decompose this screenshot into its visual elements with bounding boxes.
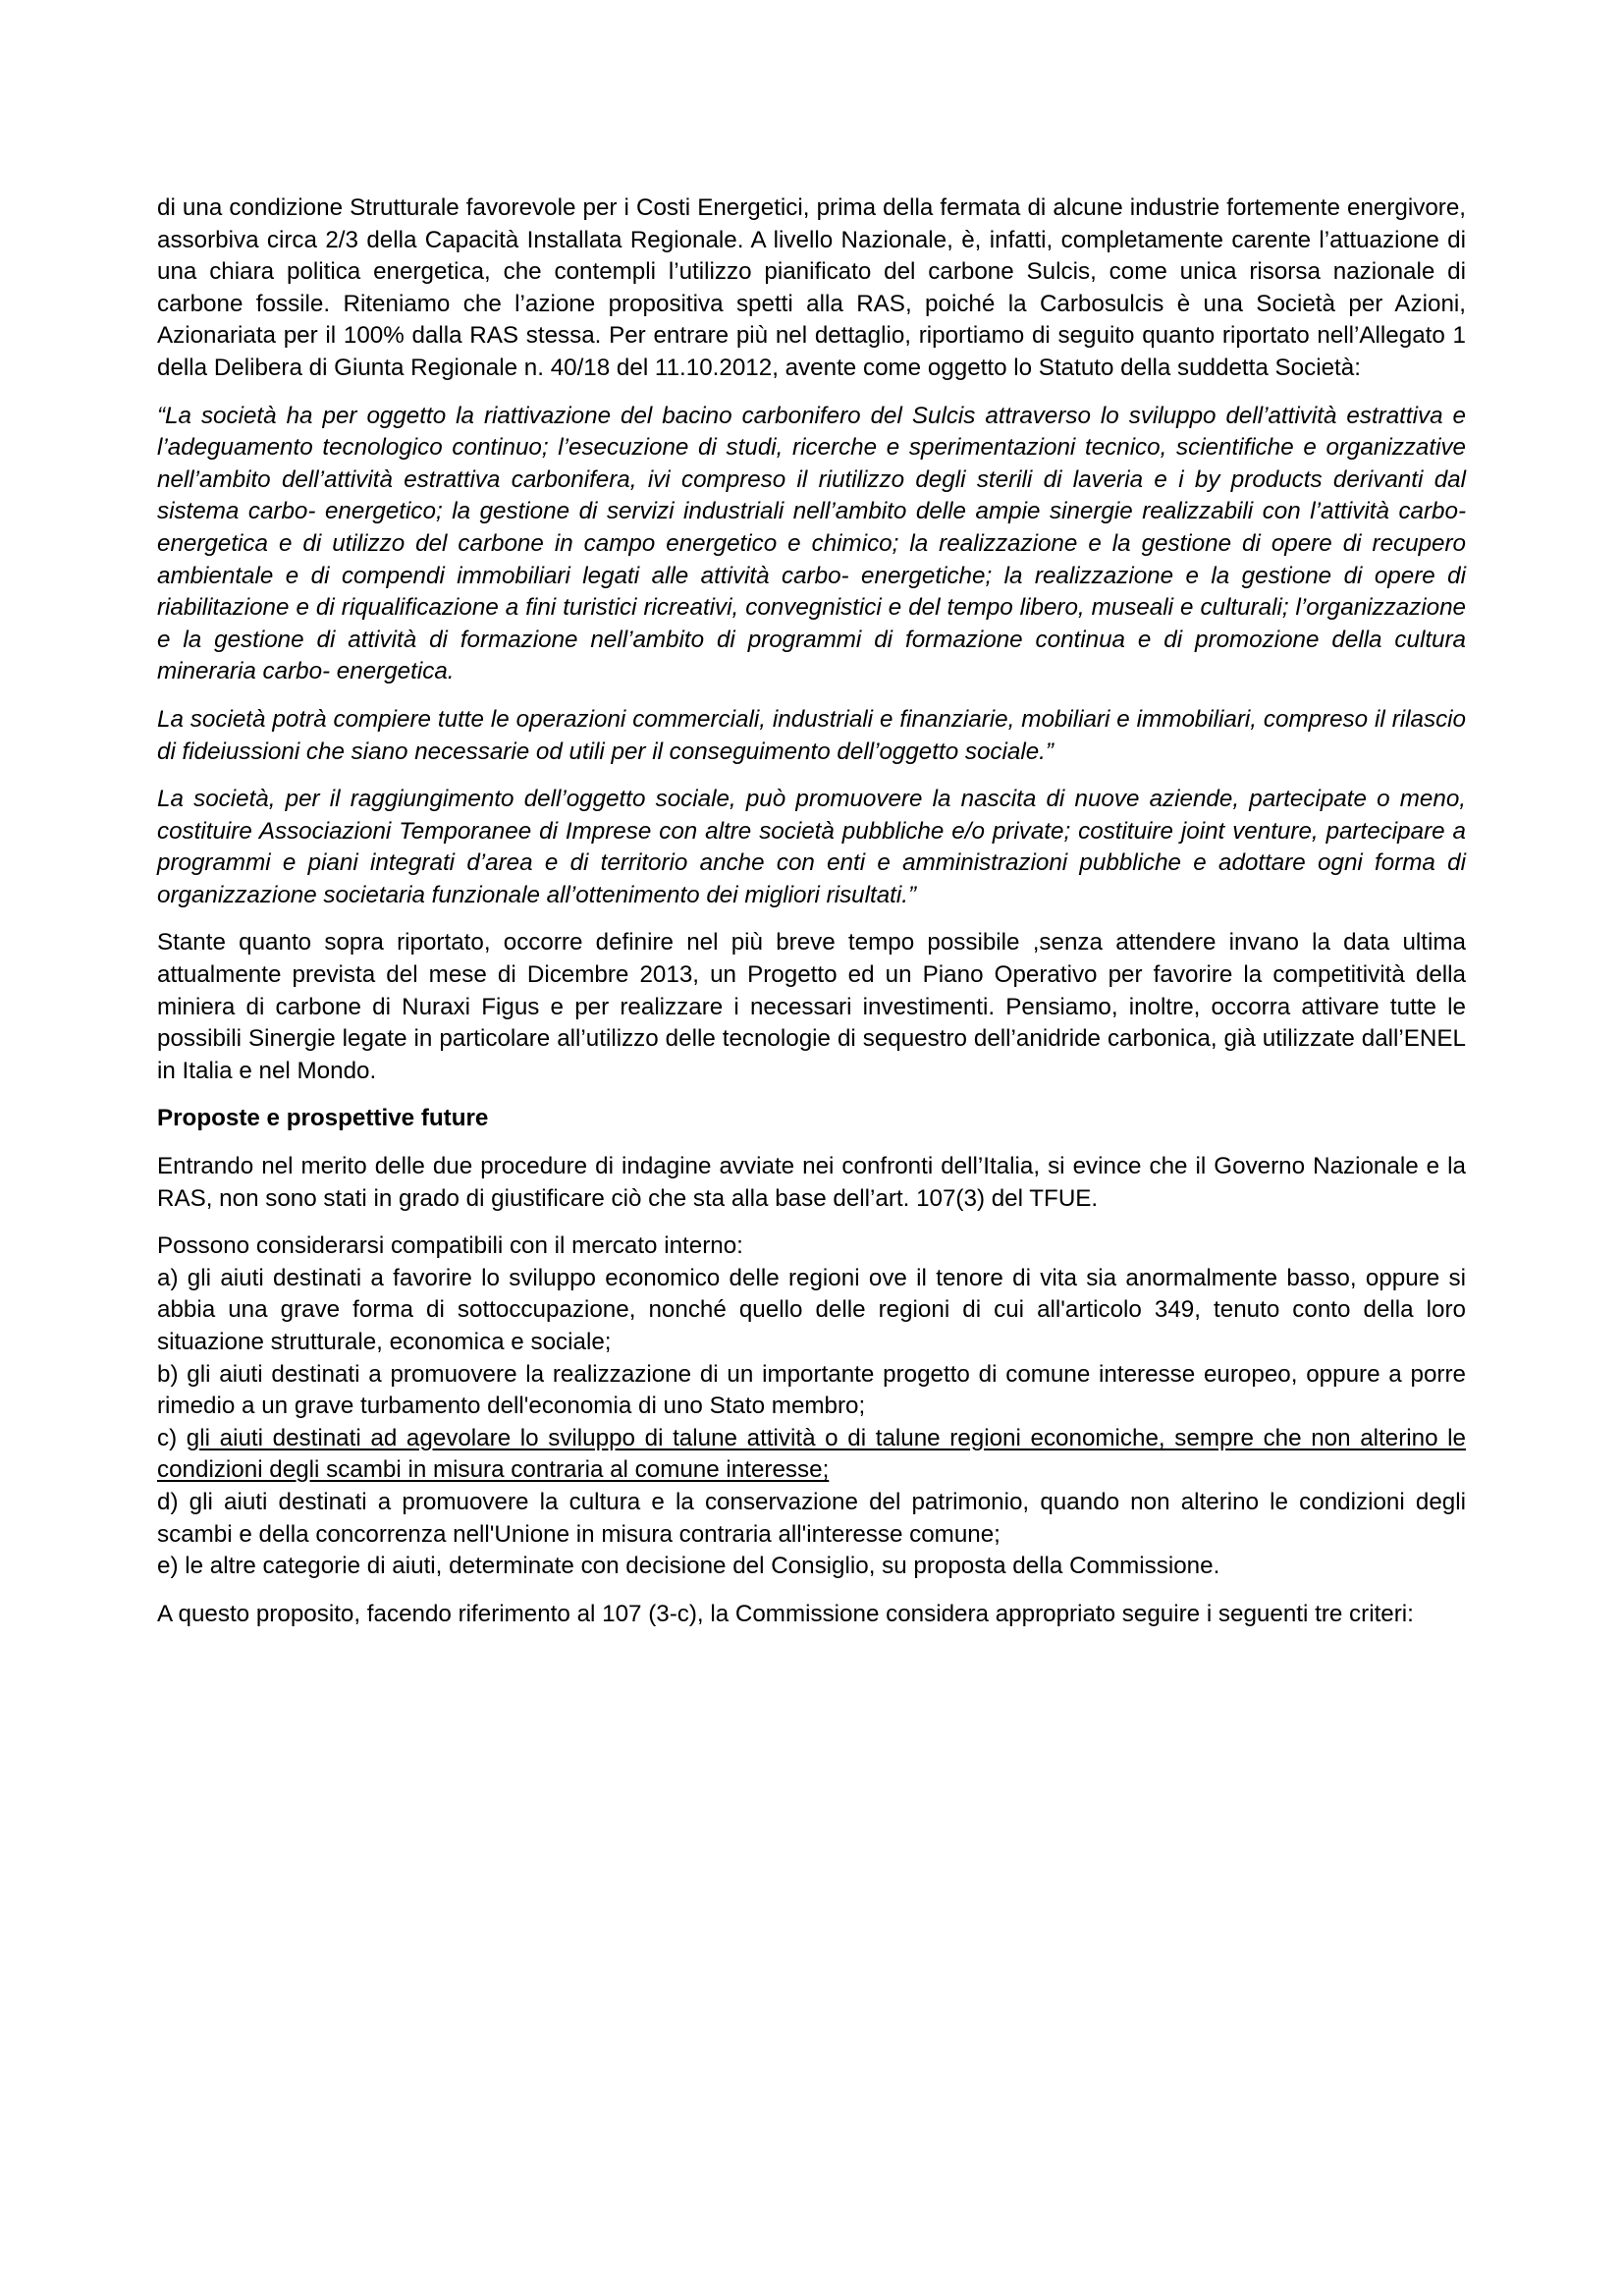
quote-statute-partnerships: La società, per il raggiungimento dell’oggetto sociale, può promuovere la nascita di nuove aziende, partecipate o meno, costituire Associazioni Temporanee di Imprese con altre società pubbliche e/o private; costituire joint venture, partecipare a programmi e piani integrati d’area e di territorio anche con enti e amministrazioni pubbliche e adottare ogni forma di organizzazione societaria funzionale all’ottenimento dei migliori risultati.”: [157, 786, 1466, 908]
quote-statute-object: “La società ha per oggetto la riattivazione del bacino carbonifero del Sulcis attraverso lo sviluppo dell’attività estrattiva e l’adeguamento tecnologico continuo; l’esecuzione di studi, ricerche e sperimentazioni tecnico, scientifiche e organizzative nell’ambito dell’attività estrattiva carbonifera, ivi compreso il riutilizzo degli sterili di laveria e i by products derivanti dal sistema carbo- energetico; la gestione di servizi industriali nell’ambito delle ampie sinergie realizzabili con l’attività carbo-energetica e di utilizzo del carbone in campo energetico e chimico; la realizzazione e la gestione di opere di recupero ambientale e di compendi immobiliari legati alle attività carbo- energetiche; la realizzazione e la gestione di opere di riabilitazione e di riqualificazione a fini turistici ricreativi, convegnistici e del tempo libero, museali e culturali; l’organizzazione e la gestione di attività di formazione nell’ambito di programmi di formazione continua e di promozione della cultura mineraria carbo- energetica.: [157, 402, 1466, 685]
document-page: [157, 192, 1466, 1646]
list-item-e: e) le altre categorie di aiuti, determinate con decisione del Consiglio, su proposta della Commissione.: [157, 1553, 1220, 1580]
section-heading: Proposte e prospettive future: [157, 1105, 489, 1132]
list-intro: Possono considerarsi compatibili con il mercato interno:: [157, 1232, 743, 1260]
list-item-c-prefix: c): [157, 1424, 187, 1451]
quote-statute-operations: La società potrà compiere tutte le operazioni commerciali, industriali e finanziarie, mobiliari e immobiliari, compreso il rilascio di fideiussioni che siano necessarie od utili per il conseguimento dell’oggetto sociale.”: [157, 705, 1466, 765]
paragraph-procedures: Entrando nel merito delle due procedure di indagine avviate nei confronti dell’Italia, si evince che il Governo Nazionale e la RAS, non sono stati in grado di giustificare ciò che sta alla base dell’art. 107(3) del TFUE.: [157, 1153, 1466, 1212]
list-item-c: [157, 1423, 1466, 1487]
list-item-a: a) gli aiuti destinati a favorire lo sviluppo economico delle regioni ove il tenore di vita sia anormalmente basso, oppure si abbia una grave forma di sottoccupazione, nonché quello delle regioni di cui all'articolo 349, tenuto conto della loro situazione strutturale, economica e sociale;: [157, 1264, 1466, 1355]
paragraph-operational-plan: Stante quanto sopra riportato, occorre definire nel più breve tempo possibile ,senza attendere invano la data ultima attualmente prevista del mese di Dicembre 2013, un Progetto ed un Piano Operativo per favorire la competitività della miniera di carbone di Nuraxi Figus e per realizzare i necessari investimenti. Pensiamo, inoltre, occorra attivare tutte le possibili Sinergie legate in particolare all’utilizzo delle tecnologie di sequestro dell’anidride carbonica, già utilizzate dall’ENEL in Italia e nel Mondo.: [157, 929, 1466, 1084]
paragraph-criteria: A questo proposito, facendo riferimento al 107 (3-c), la Commissione considera appropriato seguire i seguenti tre criteri:: [157, 1600, 1414, 1627]
compatibility-list: [157, 1230, 1466, 1583]
paragraph-energy-policy: di una condizione Strutturale favorevole per i Costi Energetici, prima della fermata di alcune industrie fortemente energivore, assorbiva circa 2/3 della Capacità Installata Regionale. A livello Nazionale, è, infatti, completamente carente l’attuazione di una chiara politica energetica, che contempli l’utilizzo pianificato del carbone Sulcis, come unica risorsa nazionale di carbone fossile. Riteniamo che l’azione propositiva spetti alla RAS, poiché la Carbosulcis è una Società per Azioni, Azionariata per il 100% dalla RAS stessa. Per entrare più nel dettaglio, riportiamo di seguito quanto riportato nell’Allegato 1 della Delibera di Giunta Regionale n. 40/18 del 11.10.2012, avente come oggetto lo Statuto della suddetta Società:: [157, 194, 1466, 381]
list-item-b: b) gli aiuti destinati a promuovere la realizzazione di un importante progetto di comune interesse europeo, oppure a porre rimedio a un grave turbamento dell'economia di uno Stato membro;: [157, 1360, 1466, 1420]
list-item-c-underlined-text: gli aiuti destinati ad agevolare lo sviluppo di talune attività o di talune regioni economiche, sempre che non alterino le condizioni degli scambi in misura contraria al comune interesse;: [157, 1424, 1466, 1484]
list-item-d: d) gli aiuti destinati a promuovere la cultura e la conservazione del patrimonio, quando non alterino le condizioni degli scambi e della concorrenza nell'Unione in misura contraria all'interesse comune;: [157, 1488, 1466, 1548]
